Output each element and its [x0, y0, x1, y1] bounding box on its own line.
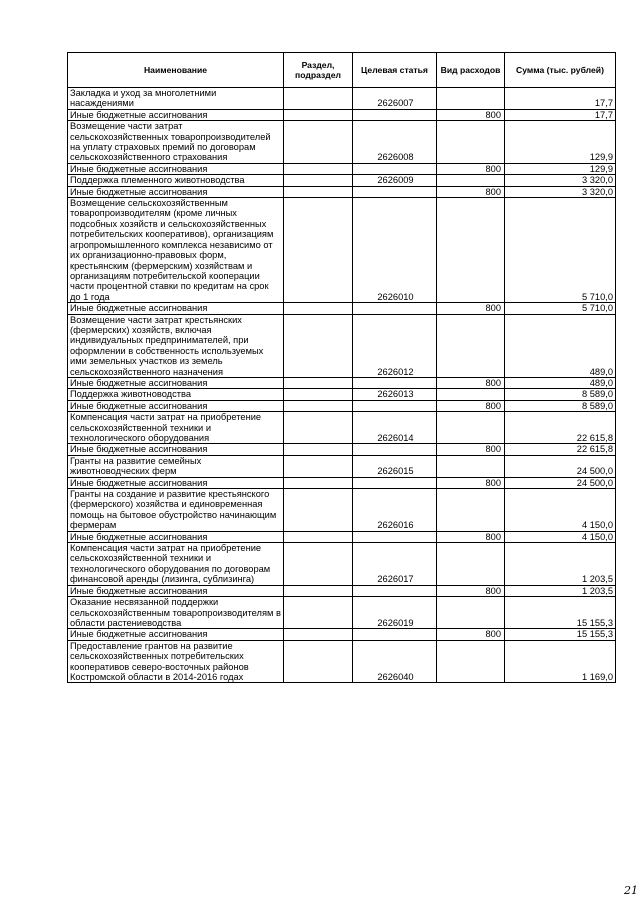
- cell-target: 2626007: [353, 88, 437, 110]
- cell-target: 2626013: [353, 389, 437, 400]
- cell-amount: 15 155,3: [505, 629, 616, 640]
- cell-section: [284, 121, 353, 164]
- cell-expense-type: [437, 640, 505, 683]
- cell-target: 2626012: [353, 314, 437, 377]
- cell-name: Возмещение сельскохозяйственным товаропроизводителям (кроме личных подсобных хозяйств и сельскохозяйственных потребительских кооперативов), организациям агропромышленного комплекса независимо от их организационно-правовых форм, крестьянским (фермерским) хозяйствам и организациям потребительской кооперации части процентной ставки по кредитам на срок до 1 года: [68, 198, 284, 303]
- cell-target: [353, 477, 437, 488]
- cell-amount: 5 710,0: [505, 198, 616, 303]
- table-row: [68, 121, 616, 164]
- cell-expense-type: 800: [437, 109, 505, 120]
- cell-section: [284, 543, 353, 586]
- header-expense-type: Вид расходов: [437, 53, 505, 88]
- cell-amount: 4 150,0: [505, 489, 616, 532]
- cell-name: Компенсация части затрат на приобретение сельскохозяйственной техники и технологического оборудования: [68, 412, 284, 444]
- cell-target: 2626010: [353, 198, 437, 303]
- cell-section: [284, 640, 353, 683]
- cell-section: [284, 186, 353, 197]
- table-row: [68, 585, 616, 596]
- cell-expense-type: 800: [437, 186, 505, 197]
- table-row: [68, 175, 616, 186]
- cell-name: Закладка и уход за многолетними насаждениями: [68, 88, 284, 110]
- cell-expense-type: 800: [437, 477, 505, 488]
- cell-amount: 1 203,5: [505, 585, 616, 596]
- cell-name: Иные бюджетные ассигнования: [68, 400, 284, 411]
- cell-amount: 129,9: [505, 163, 616, 174]
- cell-target: 2626017: [353, 543, 437, 586]
- cell-target: [353, 400, 437, 411]
- cell-amount: 17,7: [505, 109, 616, 120]
- cell-amount: 24 500,0: [505, 477, 616, 488]
- cell-amount: 5 710,0: [505, 303, 616, 314]
- header-name: Наименование: [68, 53, 284, 88]
- page-number-mark: 21: [624, 884, 638, 897]
- header-target: Целевая статья: [353, 53, 437, 88]
- cell-name: Предоставление грантов на развитие сельскохозяйственных потребительских кооперативов северо-восточных районов Костромской области в 2014-2016 годах: [68, 640, 284, 683]
- cell-target: [353, 163, 437, 174]
- table-row: [68, 186, 616, 197]
- cell-section: [284, 303, 353, 314]
- cell-amount: 24 500,0: [505, 455, 616, 477]
- cell-name: Возмещение части затрат крестьянских (фермерских) хозяйств, включая индивидуальных предпринимателей, при оформлении в собственность используемых ими земельных участков из земель сельскохозяйственного назначения: [68, 314, 284, 377]
- cell-amount: 3 320,0: [505, 175, 616, 186]
- cell-expense-type: 800: [437, 629, 505, 640]
- cell-name: Оказание несвязанной поддержки сельскохозяйственным товаропроизводителям в области растениеводства: [68, 597, 284, 629]
- cell-amount: 489,0: [505, 377, 616, 388]
- cell-expense-type: [437, 198, 505, 303]
- table-row: [68, 400, 616, 411]
- cell-expense-type: 800: [437, 377, 505, 388]
- cell-expense-type: [437, 489, 505, 532]
- cell-target: 2626040: [353, 640, 437, 683]
- table-row: [68, 489, 616, 532]
- cell-target: [353, 629, 437, 640]
- cell-target: [353, 186, 437, 197]
- cell-expense-type: 800: [437, 444, 505, 455]
- cell-name: Иные бюджетные ассигнования: [68, 109, 284, 120]
- cell-target: [353, 377, 437, 388]
- cell-name: Поддержка животноводства: [68, 389, 284, 400]
- cell-section: [284, 377, 353, 388]
- cell-amount: 489,0: [505, 314, 616, 377]
- table-row: [68, 629, 616, 640]
- cell-amount: 22 615,8: [505, 444, 616, 455]
- table-row: [68, 640, 616, 683]
- cell-target: [353, 444, 437, 455]
- table-row: [68, 444, 616, 455]
- cell-section: [284, 585, 353, 596]
- cell-section: [284, 629, 353, 640]
- cell-expense-type: 800: [437, 531, 505, 542]
- budget-table: [67, 52, 616, 683]
- cell-section: [284, 455, 353, 477]
- table-row: [68, 389, 616, 400]
- cell-amount: 4 150,0: [505, 531, 616, 542]
- cell-name: Возмещение части затрат сельскохозяйственных товаропроизводителей на уплату страховых премий по договорам сельскохозяйственного страхования: [68, 121, 284, 164]
- cell-amount: 1 203,5: [505, 543, 616, 586]
- table-row: [68, 597, 616, 629]
- cell-expense-type: 800: [437, 163, 505, 174]
- cell-name: Поддержка племенного животноводства: [68, 175, 284, 186]
- cell-section: [284, 400, 353, 411]
- cell-target: 2626008: [353, 121, 437, 164]
- cell-expense-type: [437, 314, 505, 377]
- table-row: [68, 109, 616, 120]
- cell-target: 2626014: [353, 412, 437, 444]
- cell-section: [284, 531, 353, 542]
- table-row: [68, 198, 616, 303]
- cell-expense-type: [437, 543, 505, 586]
- table-row: [68, 543, 616, 586]
- table-row: [68, 303, 616, 314]
- cell-amount: 15 155,3: [505, 597, 616, 629]
- cell-section: [284, 175, 353, 186]
- cell-target: 2626015: [353, 455, 437, 477]
- cell-expense-type: [437, 389, 505, 400]
- cell-expense-type: [437, 412, 505, 444]
- cell-name: Иные бюджетные ассигнования: [68, 444, 284, 455]
- cell-section: [284, 489, 353, 532]
- cell-amount: 8 589,0: [505, 400, 616, 411]
- cell-name: Иные бюджетные ассигнования: [68, 629, 284, 640]
- cell-target: [353, 585, 437, 596]
- table-row: [68, 455, 616, 477]
- cell-section: [284, 597, 353, 629]
- table-row: [68, 88, 616, 110]
- cell-amount: 3 320,0: [505, 186, 616, 197]
- cell-name: Иные бюджетные ассигнования: [68, 531, 284, 542]
- cell-section: [284, 163, 353, 174]
- cell-name: Компенсация части затрат на приобретение сельскохозяйственной техники и технологического оборудования по договорам финансовой аренды (лизинга, сублизинга): [68, 543, 284, 586]
- table-row: [68, 377, 616, 388]
- cell-expense-type: 800: [437, 303, 505, 314]
- cell-section: [284, 389, 353, 400]
- cell-target: 2626009: [353, 175, 437, 186]
- cell-section: [284, 109, 353, 120]
- header-section: Раздел, подраздел: [284, 53, 353, 88]
- cell-name: Гранты на создание и развитие крестьянского (фермерского) хозяйства и единовременная помощь на бытовое обустройство начинающим фермерам: [68, 489, 284, 532]
- cell-amount: 8 589,0: [505, 389, 616, 400]
- table-row: [68, 412, 616, 444]
- cell-name: Иные бюджетные ассигнования: [68, 477, 284, 488]
- table-row: [68, 531, 616, 542]
- cell-name: Иные бюджетные ассигнования: [68, 585, 284, 596]
- cell-expense-type: [437, 88, 505, 110]
- cell-amount: 129,9: [505, 121, 616, 164]
- cell-target: [353, 109, 437, 120]
- cell-name: Иные бюджетные ассигнования: [68, 303, 284, 314]
- cell-section: [284, 198, 353, 303]
- cell-expense-type: 800: [437, 585, 505, 596]
- cell-target: 2626019: [353, 597, 437, 629]
- header-amount: Сумма (тыс. рублей): [505, 53, 616, 88]
- cell-section: [284, 477, 353, 488]
- cell-target: 2626016: [353, 489, 437, 532]
- cell-amount: 22 615,8: [505, 412, 616, 444]
- cell-name: Иные бюджетные ассигнования: [68, 377, 284, 388]
- table-row: [68, 314, 616, 377]
- cell-expense-type: [437, 597, 505, 629]
- table-row: [68, 477, 616, 488]
- cell-section: [284, 88, 353, 110]
- cell-section: [284, 444, 353, 455]
- cell-expense-type: [437, 175, 505, 186]
- cell-expense-type: [437, 455, 505, 477]
- cell-name: Гранты на развитие семейных животноводческих ферм: [68, 455, 284, 477]
- cell-amount: 17,7: [505, 88, 616, 110]
- table-header-row: [68, 53, 616, 88]
- cell-target: [353, 303, 437, 314]
- table-body: [68, 88, 616, 683]
- cell-amount: 1 169,0: [505, 640, 616, 683]
- cell-section: [284, 314, 353, 377]
- cell-name: Иные бюджетные ассигнования: [68, 163, 284, 174]
- cell-section: [284, 412, 353, 444]
- cell-target: [353, 531, 437, 542]
- cell-expense-type: [437, 121, 505, 164]
- cell-expense-type: 800: [437, 400, 505, 411]
- cell-name: Иные бюджетные ассигнования: [68, 186, 284, 197]
- table-row: [68, 163, 616, 174]
